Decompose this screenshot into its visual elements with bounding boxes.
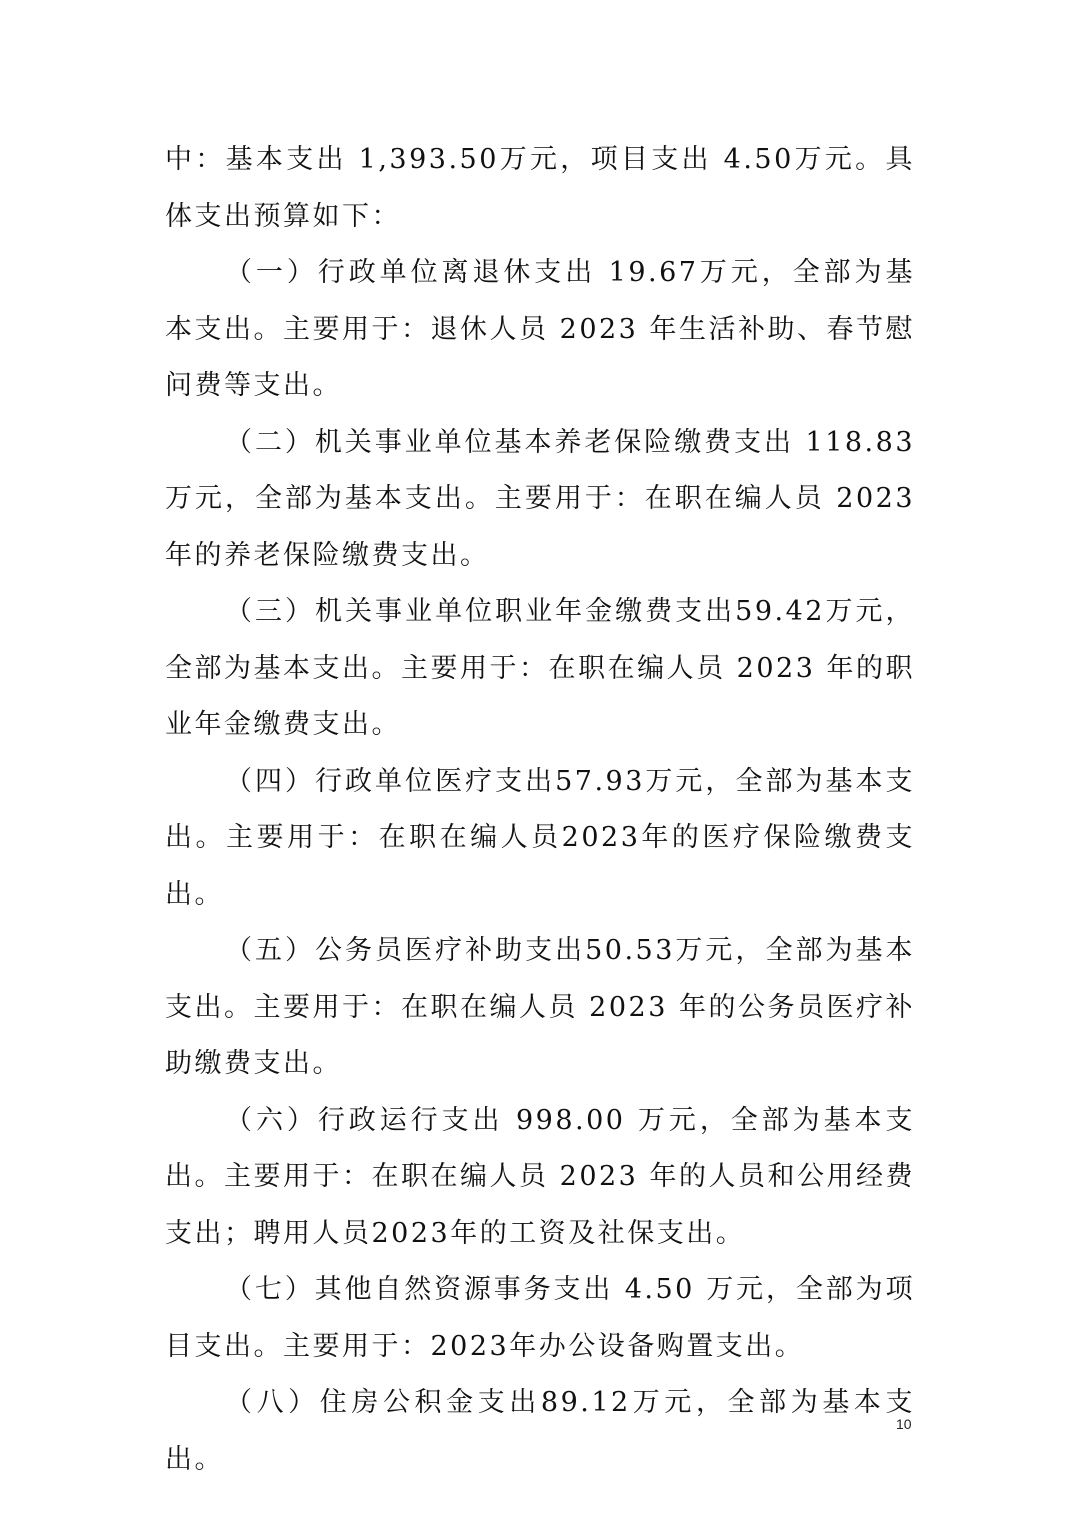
paragraph-item-4-medical: （四）行政单位医疗支出57.93万元，全部为基本支出。主要用于：在职在编人员2023年的医疗保险缴费支出。	[165, 765, 915, 910]
paragraph-item-6-administrative-operation: （六）行政运行支出 998.00 万元，全部为基本支出。主要用于：在职在编人员 2023 年的人员和公用经费支出；聘用人员2023年的工资及社保支出。	[165, 1104, 915, 1249]
paragraph-item-3-occupational-annuity: （三）机关事业单位职业年金缴费支出59.42万元，全部为基本支出。主要用于：在职在编人员 2023 年的职业年金缴费支出。	[165, 596, 915, 740]
paragraph-budget-intro: 中：基本支出 1,393.50万元，项目支出 4.50万元。具体支出预算如下：	[165, 144, 915, 232]
paragraph-item-1-retirement: （一）行政单位离退休支出 19.67万元，全部为基本支出。主要用于：退休人员 2023 年生活补助、春节慰问费等支出。	[165, 257, 915, 401]
page-number: 10	[896, 1416, 912, 1432]
document-body	[165, 132, 915, 1488]
paragraph-item-5-civil-servant-medical: （五）公务员医疗补助支出50.53万元，全部为基本支出。主要用于：在职在编人员 2023 年的公务员医疗补助缴费支出。	[165, 935, 915, 1079]
paragraph-item-2-pension-insurance: （二）机关事业单位基本养老保险缴费支出 118.83 万元，全部为基本支出。主要用于：在职在编人员 2023 年的养老保险缴费支出。	[165, 426, 915, 571]
paragraph-item-7-natural-resources: （七）其他自然资源事务支出 4.50 万元，全部为项目支出。主要用于：2023年办公设备购置支出。	[165, 1274, 915, 1362]
paragraph-item-8-housing-fund: （八）住房公积金支出89.12万元，全部为基本支出。	[165, 1387, 915, 1475]
